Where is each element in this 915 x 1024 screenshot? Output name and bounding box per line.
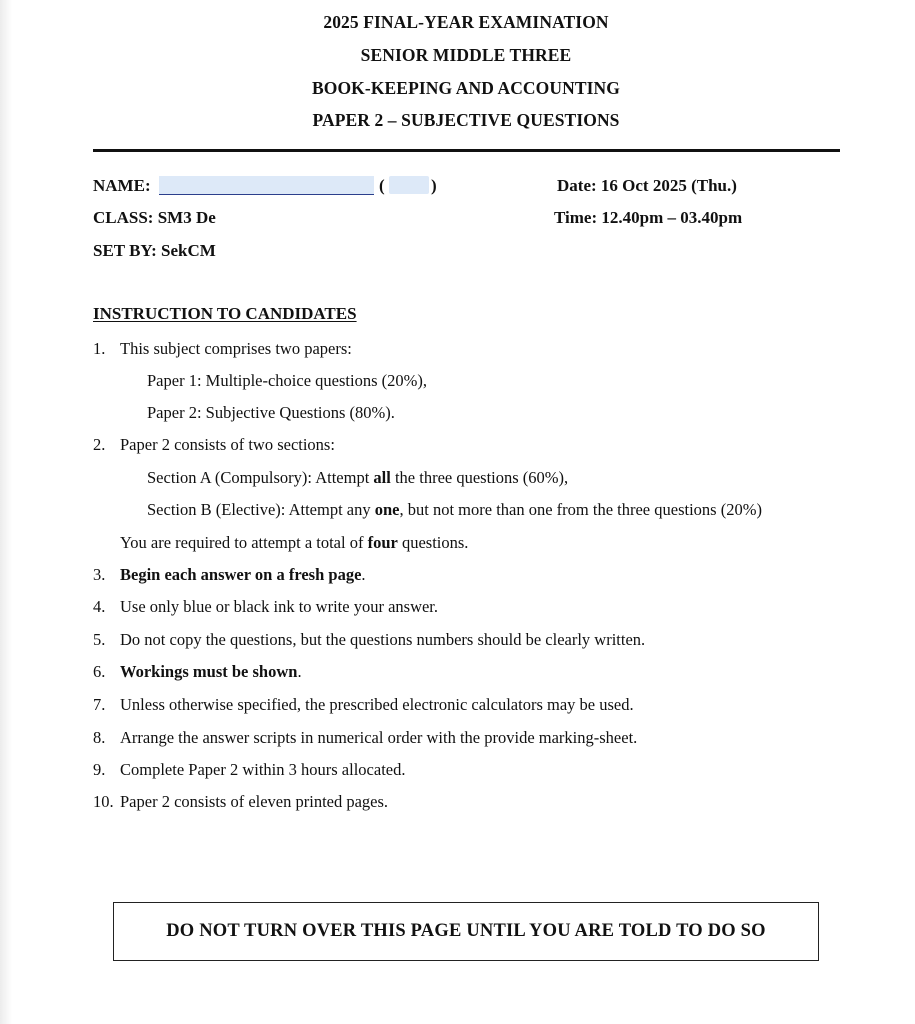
item-9-text: Complete Paper 2 within 3 hours allocated.: [120, 760, 406, 779]
item-2-section-b: Section B (Elective): Attempt any one, but not more than one from the three questions (20%): [147, 500, 762, 519]
item-10-number: 10.: [93, 792, 114, 811]
item-9-number: 9.: [93, 760, 106, 779]
item-2-total: You are required to attempt a total of four questions.: [120, 533, 469, 552]
item-3-number: 3.: [93, 565, 106, 584]
item-1-text: This subject comprises two papers:: [120, 339, 352, 358]
class-number-open-paren: (: [379, 176, 385, 195]
item-2-text: Paper 2 consists of two sections:: [120, 435, 335, 454]
item-5-number: 5.: [93, 630, 106, 649]
item-10-text: Paper 2 consists of eleven printed pages.: [120, 792, 389, 811]
exam-date: Date: 16 Oct 2025 (Thu.): [557, 176, 737, 195]
subject-title: BOOK-KEEPING AND ACCOUNTING: [311, 78, 620, 98]
class-number-input[interactable]: [389, 176, 429, 194]
item-1-paper-2: Paper 2: Subjective Questions (80%).: [147, 403, 395, 422]
class-number-close-paren: ): [431, 176, 437, 195]
do-not-turn-notice: [113, 902, 819, 961]
class-label: CLASS: SM3 De: [93, 208, 216, 227]
item-6-number: 6.: [93, 662, 106, 681]
notice-text: DO NOT TURN OVER THIS PAGE UNTIL YOU ARE TOLD TO DO SO: [166, 921, 766, 941]
exam-title: 2025 FINAL-YEAR EXAMINATION: [323, 12, 609, 32]
paper-title: PAPER 2 – SUBJECTIVE QUESTIONS: [312, 110, 620, 130]
item-3-text: Begin each answer on a fresh page.: [120, 565, 366, 584]
set-by-label: SET BY: SekCM: [93, 241, 216, 260]
item-2-section-a: Section A (Compulsory): Attempt all the three questions (60%),: [147, 468, 569, 487]
item-1-paper-1: Paper 1: Multiple-choice questions (20%),: [147, 371, 427, 390]
item-7-text: Unless otherwise specified, the prescribed electronic calculators may be used.: [120, 695, 634, 714]
item-8-text: Arrange the answer scripts in numerical order with the provide marking-sheet.: [120, 728, 638, 747]
item-7-number: 7.: [93, 695, 106, 714]
item-1-number: 1.: [93, 339, 106, 358]
item-2-number: 2.: [93, 435, 106, 454]
name-input[interactable]: [159, 176, 374, 195]
item-6-text: Workings must be shown.: [120, 662, 302, 681]
item-4-text: Use only blue or black ink to write your answer.: [120, 597, 439, 616]
header-divider: [93, 149, 840, 152]
item-8-number: 8.: [93, 728, 106, 747]
instructions-heading: INSTRUCTION TO CANDIDATES: [93, 304, 357, 323]
level-title: SENIOR MIDDLE THREE: [360, 45, 572, 65]
item-4-number: 4.: [93, 597, 106, 616]
item-5-text: Do not copy the questions, but the questions numbers should be clearly written.: [120, 630, 646, 649]
name-label: NAME:: [93, 176, 151, 195]
page-edge-shadow: [0, 0, 12, 1024]
exam-time: Time: 12.40pm – 03.40pm: [554, 208, 743, 227]
